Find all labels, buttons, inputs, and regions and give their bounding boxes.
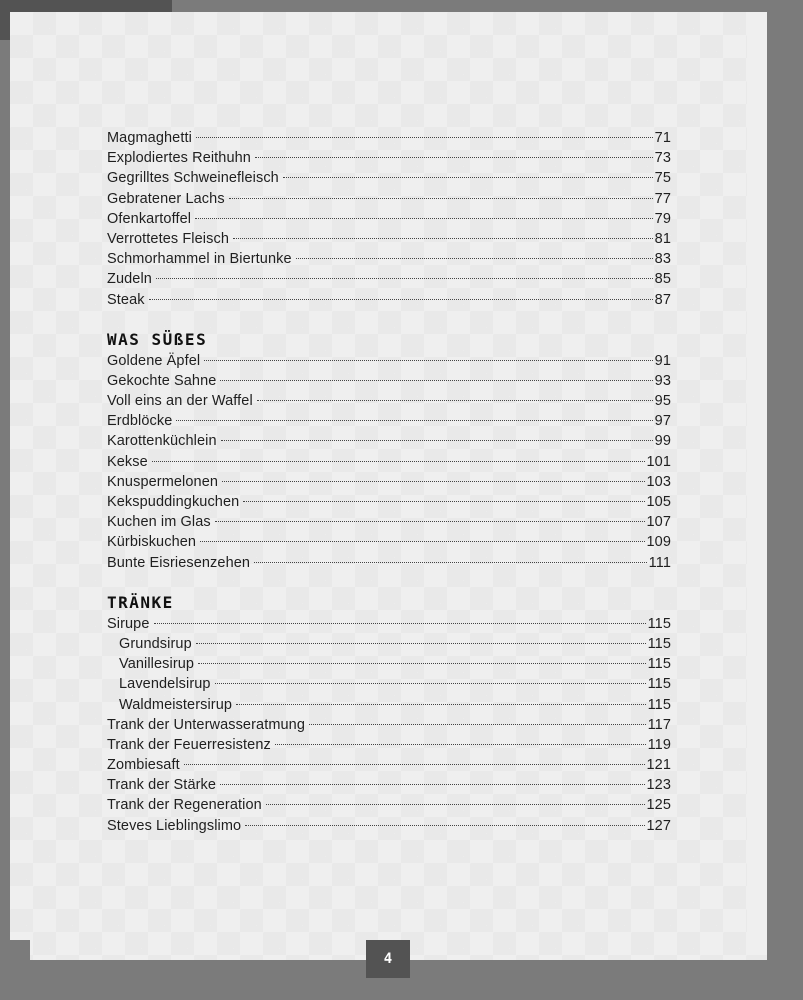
- toc-entry[interactable]: [107, 150, 671, 170]
- toc-entry-page: 93: [654, 372, 671, 389]
- dot-leader: [200, 541, 644, 542]
- toc-entry-page: 77: [654, 190, 671, 207]
- toc-entry-title: Grundsirup: [119, 635, 192, 652]
- toc-entry[interactable]: [107, 818, 671, 838]
- toc-subentry[interactable]: [107, 697, 671, 717]
- toc-entry-title: Ofenkartoffel: [107, 210, 192, 227]
- toc-entry-page: 105: [646, 494, 671, 510]
- toc-entry-title: Bunte Eisriesenzehen: [107, 554, 251, 571]
- toc-entry-page: 119: [647, 736, 671, 753]
- dot-leader: [156, 278, 653, 279]
- toc-entry-title: Zombiesaft: [107, 757, 180, 774]
- toc-entry[interactable]: [107, 777, 671, 797]
- toc-entry[interactable]: [107, 454, 671, 474]
- toc-entry-page: 115: [647, 615, 671, 632]
- toc-entry-title: Gebratener Lachs: [107, 190, 225, 207]
- toc-entry-title: Schmorhammel in Biertunke: [107, 251, 292, 268]
- toc-entry[interactable]: [107, 373, 671, 393]
- toc-entry-page: 115: [647, 696, 671, 713]
- toc-entry-page: 73: [654, 150, 671, 167]
- toc-entry[interactable]: [107, 514, 671, 534]
- toc-entry-title: Zudeln: [107, 271, 152, 288]
- table-of-contents: [107, 130, 671, 838]
- dot-leader: [309, 724, 646, 725]
- toc-subentry[interactable]: [107, 636, 671, 656]
- dot-leader: [255, 157, 653, 158]
- toc-entry-page: 125: [646, 797, 671, 814]
- dot-leader: [233, 238, 653, 239]
- dot-leader: [245, 825, 644, 826]
- toc-entry-title: Magmaghetti: [107, 130, 192, 146]
- toc-entry-title: Trank der Stärke: [107, 777, 217, 794]
- toc-entry-page: 115: [647, 656, 671, 673]
- toc-entry-title: Trank der Feuerresistenz: [107, 736, 271, 753]
- dot-leader: [176, 420, 652, 421]
- toc-entry-page: 115: [647, 635, 671, 652]
- dot-leader: [149, 299, 653, 300]
- toc-entry[interactable]: [107, 413, 671, 433]
- toc-entry-title: Sirupe: [107, 615, 150, 632]
- dot-leader: [229, 198, 653, 199]
- dot-leader: [204, 360, 652, 361]
- toc-entry-page: 95: [654, 393, 671, 410]
- toc-entry-page: 79: [654, 210, 671, 227]
- dot-leader: [195, 218, 653, 219]
- toc-entry-page: 87: [654, 291, 671, 308]
- toc-entry-title: Waldmeistersirup: [119, 696, 233, 713]
- dot-leader: [275, 744, 646, 745]
- dot-leader: [220, 784, 644, 785]
- toc-entry[interactable]: [107, 717, 671, 737]
- toc-entry[interactable]: [107, 271, 671, 291]
- dot-leader: [254, 562, 647, 563]
- toc-entry-page: 107: [646, 514, 671, 531]
- toc-entry-title: Verrottetes Fleisch: [107, 230, 229, 247]
- toc-entry-title: Steak: [107, 291, 145, 308]
- toc-entry-page: 127: [646, 817, 671, 834]
- dot-leader: [221, 440, 653, 441]
- toc-entry-page: 101: [646, 453, 671, 470]
- dot-leader: [215, 521, 645, 522]
- page-corner-notch: [10, 940, 30, 960]
- toc-entry-title: Kekspuddingkuchen: [107, 494, 240, 510]
- toc-entry-page: 81: [654, 230, 671, 247]
- dot-leader: [283, 177, 653, 178]
- toc-entry[interactable]: [107, 170, 671, 190]
- toc-entry-page: 91: [654, 352, 671, 369]
- toc-entry[interactable]: [107, 797, 671, 817]
- toc-entry[interactable]: [107, 494, 671, 514]
- section-heading: TRÄNKE: [107, 592, 174, 612]
- toc-entry[interactable]: [107, 353, 671, 373]
- toc-entry-page: 85: [654, 271, 671, 288]
- toc-entry-title: Goldene Äpfel: [107, 352, 201, 369]
- dot-leader: [184, 764, 645, 765]
- toc-entry[interactable]: [107, 231, 671, 251]
- toc-entry[interactable]: [107, 534, 671, 554]
- toc-entry[interactable]: [107, 555, 671, 575]
- dot-leader: [220, 380, 652, 381]
- toc-entry[interactable]: [107, 211, 671, 231]
- toc-entry-title: Kekse: [107, 453, 148, 470]
- toc-entry-page: 97: [654, 413, 671, 430]
- toc-subentry[interactable]: [107, 656, 671, 676]
- toc-entry-title: Lavendelsirup: [119, 676, 211, 693]
- toc-entry-page: 71: [654, 130, 671, 146]
- toc-entry-title: Trank der Unterwasseratmung: [107, 716, 305, 733]
- dot-leader: [222, 481, 644, 482]
- toc-entry-title: Knuspermelonen: [107, 473, 219, 490]
- toc-entry-page: 123: [646, 777, 671, 794]
- dot-leader: [196, 643, 646, 644]
- toc-entry-title: Gegrilltes Schweinefleisch: [107, 170, 279, 187]
- toc-entry[interactable]: [107, 737, 671, 757]
- toc-entry-title: Kürbiskuchen: [107, 534, 197, 551]
- toc-entry-page: 99: [654, 433, 671, 450]
- toc-entry-title: Trank der Regeneration: [107, 797, 262, 814]
- dot-leader: [243, 501, 644, 502]
- toc-entry-title: Vanillesirup: [119, 656, 195, 673]
- page-number: 4: [366, 940, 410, 978]
- toc-entry[interactable]: [107, 393, 671, 413]
- toc-entry-title: Explodiertes Reithuhn: [107, 150, 251, 167]
- toc-entry[interactable]: [107, 616, 671, 636]
- dot-leader: [266, 804, 645, 805]
- dot-leader: [152, 461, 645, 462]
- toc-subentry[interactable]: [107, 676, 671, 696]
- toc-entry-title: Erdblöcke: [107, 413, 173, 430]
- dot-leader: [215, 683, 646, 684]
- dot-leader: [154, 623, 646, 624]
- toc-entry-page: 115: [647, 676, 671, 693]
- toc-entry[interactable]: [107, 251, 671, 271]
- toc-entry-page: 103: [646, 473, 671, 490]
- toc-entry-page: 109: [646, 534, 671, 551]
- toc-entry-page: 121: [646, 757, 671, 774]
- toc-entry-title: Gekochte Sahne: [107, 372, 217, 389]
- toc-entry[interactable]: [107, 474, 671, 494]
- toc-entry[interactable]: [107, 433, 671, 453]
- dot-leader: [196, 137, 653, 138]
- dot-leader: [257, 400, 653, 401]
- dot-leader: [236, 704, 646, 705]
- section-heading: WAS SÜßES: [107, 329, 208, 349]
- toc-entry-title: Kuchen im Glas: [107, 514, 211, 531]
- toc-entry[interactable]: [107, 757, 671, 777]
- toc-entry[interactable]: [107, 292, 671, 312]
- toc-entry-page: 111: [648, 554, 671, 571]
- dot-leader: [198, 663, 645, 664]
- toc-entry-page: 75: [654, 170, 671, 187]
- toc-entry[interactable]: [107, 191, 671, 211]
- dot-leader: [296, 258, 653, 259]
- toc-entry[interactable]: [107, 130, 671, 150]
- toc-entry-title: Steves Lieblingslimo: [107, 817, 242, 834]
- toc-entry-title: Voll eins an der Waffel: [107, 393, 253, 410]
- toc-entry-page: 117: [647, 716, 671, 733]
- toc-entry-page: 83: [654, 251, 671, 268]
- page-edge-step: [747, 32, 767, 932]
- toc-entry-title: Karottenküchlein: [107, 433, 217, 450]
